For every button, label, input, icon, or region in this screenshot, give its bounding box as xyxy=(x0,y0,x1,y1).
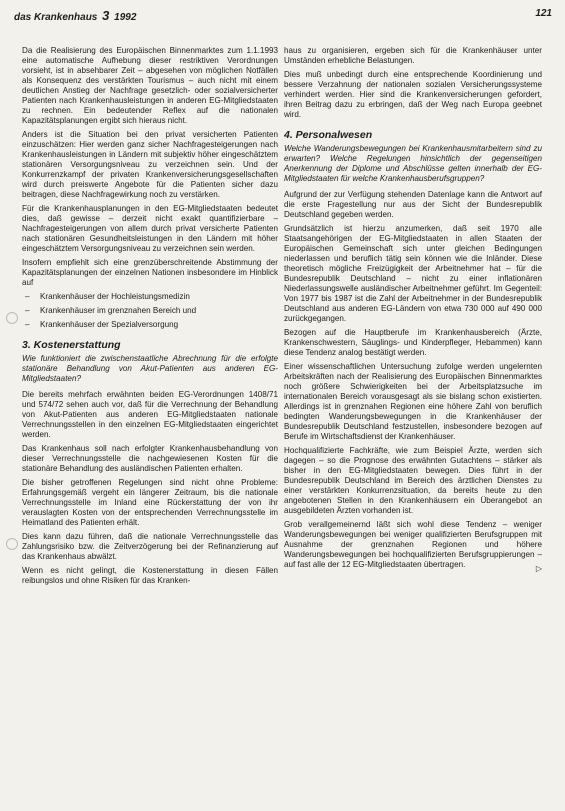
paragraph: Grundsätzlich ist hierzu anzumerken, daß seit 1970 alle Staatsangehörigen der EG-Mitgliedstaaten in allen Staaten der Europäischen Gemeinschaft sich unter gleichen Bedingungen niederlassen und beruflich tätig sein können wie die Inländer. Diese theoretisch mögliche Freizügigkeit der Arbeitnehmer hat – für die Bundesrepublik Deutschland – nicht zu einer inflationären Niederlassungswelle ausländischer Arbeitnehmer geführt. Im Gegenteil: Von 1977 bis 1987 ist die Zahl der Arbeitnehmer in der Bundesrepublik Deutschland aus anderen EG-Ländern von etwa 730 000 auf 490 000 zurückgegangen. xyxy=(284,224,542,323)
paragraph: Die bereits mehrfach erwähnten beiden EG-Verordnungen 1408/71 und 574/72 sehen auch vor, daß für die Verrechnung der Behandlung von Akut-Patienten aus anderen EG-Mitgliedstaaten nationale Verrechnungsstellen in den einzelnen EG-Mitgliedstaaten eingerichtet werden. xyxy=(22,390,278,439)
paragraph: Die bisher getroffenen Regelungen sind nicht ohne Probleme: Erfahrungsgemäß vergeht ein längerer Zeitraum, bis die nationale Verrechnungsstelle im Inland eine Rückerstattung der von ihr verauslagten Kosten von der entsprechenden Verrechnungsstelle im Heimatland des Patienten erhält. xyxy=(22,478,278,527)
issue-number: 3 xyxy=(102,8,110,23)
left-column xyxy=(22,46,278,590)
paragraph: Einer wissenschaftlichen Untersuchung zufolge werden ungelernten Arbeitskräften nach der Realisierung des Europäischen Binnenmarktes noch größere Schwierigkeiten bei der Arbeitsplatzsuche im internationalen Bereich vorausgesagt als sie bislang schon existierten. Allerdings ist in grenznahen Regionen eine höhere Zahl von beruflich bedingten Wanderungsbewegungen in die Krankenhäuser der Bundesrepublik Deutschland festzustellen, insbesondere bezogen auf Berufe im Wirtschaftsdienst der Krankenhäuser. xyxy=(284,362,542,441)
bullet-list xyxy=(22,292,278,330)
page-number: 121 xyxy=(535,8,552,19)
paragraph: Anders ist die Situation bei den privat versicherten Patienten einzuschätzen: Hier werden ganz sicher Nachfragesteigerungen nach Krankenhausleistungen in Ländern mit subjektiv höher eingeschätztem stationären Versorgungsniveau zu verzeichnen sein. Und der Konkurrenzkampf der privaten Krankenversicherungsgesellschaften wird durch preiswerte Angebote für die Patienten sicher dazu beitragen, diese Nachfragewirkung noch zu verstärken. xyxy=(22,130,278,199)
paragraph: Bezogen auf die Hauptberufe im Krankenhausbereich (Ärzte, Krankenschwestern, Säuglings- und Kinderpfleger, Hebammen) kann diese Tendenz analog bestätigt werden. xyxy=(284,328,542,357)
paragraph: Dies kann dazu führen, daß die nationale Verrechnungsstelle das Zahlungsrisiko bzw. die Zeitverzögerung bei der Refinanzierung auf das Krankenhaus abwälzt. xyxy=(22,532,278,561)
journal-title: das Krankenhaus xyxy=(14,12,98,23)
section-lead-question: Welche Wanderungsbewegungen bei Krankenhausmitarbeitern sind zu erwarten? Welche Regelungen hinsichtlich der gegenseitigen Anerkennung der Diplome und Abschlüsse gelten innerhalb der EG-Mitgliedstaaten für welche Krankenhausberufsgruppen? xyxy=(284,144,542,183)
right-column xyxy=(284,46,542,574)
page-header xyxy=(14,6,552,22)
paragraph: Da die Realisierung des Europäischen Binnenmarktes zum 1.1.1993 eine automatische Aufhebung dieser restriktiven Verordnungen vorsieht, ist in absehbarer Zeit – abgesehen von möglichen Notfällen als Konsequenz des verstärkten Tourismus – auch nicht mit einem deutlichen Anstieg der Nachfrage gesetzlich- oder sozialversicherter Patienten nach Krankenhausleistungen in anderen EG-Mitgliedstaaten zu rechnen. Ein bedeutender Reflex auf die nationalen Kapazitätsplanungen ergibt sich hieraus nicht. xyxy=(22,46,278,125)
section-heading: 4. Personalwesen xyxy=(284,129,373,141)
paragraph: Insofern empfiehlt sich eine grenzüberschreitende Abstimmung der Kapazitätsplanungen der einzelnen Nationen insbesondere im Hinblick auf xyxy=(22,258,278,287)
running-head xyxy=(14,8,136,23)
punch-hole xyxy=(6,538,18,550)
list-item: – Krankenhäuser im grenznahen Bereich und xyxy=(22,306,278,316)
punch-hole xyxy=(6,312,18,324)
paragraph: Für die Krankenhausplanungen in den EG-Mitgliedstaaten bedeutet dies, daß gewisse – derzeit nicht exakt quantifizierbare – Nachfragesteigerungen von allem durch privat versicherte Patienten nach stationären Gesundheitsleistungen in den Ländern mit höher eingeschätztem Versorgungsniveau zu verzeichnen sein werden. xyxy=(22,204,278,253)
paragraph: Wenn es nicht gelingt, die Kostenerstattung in diesen Fällen reibungslos und ohne Risiken für das Kranken- xyxy=(22,566,278,585)
paragraph: Hochqualifizierte Fachkräfte, wie zum Beispiel Ärzte, werden sich dagegen – so die Prognose des erwähnten Gutachtens – stärker als bisher in den EG-Mitgliedstaaten bewegen. Dies führt in der Bundesrepublik Deutschland im Bereich des ärztlichen Dienstes zu einer verstärkten Konkurrenzsituation, da bereits heute zu den angebotenen Stellen in den Krankenhäusern ein Überangebot an ausgebildeten Ärzten vorhanden ist. xyxy=(284,446,542,515)
paragraph: Das Krankenhaus soll nach erfolgter Krankenhausbehandlung von dieser Verrechnungsstelle die nachgewiesenen Kosten für die stationäre Behandlung des ausländischen Patienten erhalten. xyxy=(22,444,278,473)
paragraph: haus zu organisieren, ergeben sich für die Krankenhäuser unter Umständen erhebliche Belastungen. xyxy=(284,46,542,65)
section-heading: 3. Kostenerstattung xyxy=(22,339,121,351)
issue-year: 1992 xyxy=(114,12,137,23)
continue-arrow-icon: ▷ xyxy=(535,564,542,573)
paragraph: Aufgrund der zur Verfügung stehenden Datenlage kann die Antwort auf die erste Fragestellung nur aus der Sicht der Bundesrepublik Deutschland gegeben werden. xyxy=(284,190,542,219)
list-item: – Krankenhäuser der Hochleistungsmedizin xyxy=(22,292,278,302)
list-item: – Krankenhäuser der Spezialversorgung xyxy=(22,320,278,330)
section-lead-question: Wie funktioniert die zwischenstaatliche Abrechnung für die erfolgte stationäre Behandlung von Akut-Patienten aus anderen EG-Mitgliedstaaten? xyxy=(22,354,278,383)
paragraph: Grob verallgemeinernd läßt sich wohl diese Tendenz – weniger Wanderungsbewegungen bei weniger qualifizierten Berufsgruppen mit Ausnahme der grenznahen Regionen und höhere Wanderungsbewegungen bei hochqualifizierten Berufsgruppierungen – auf fast alle der 12 EG-Mitgliedstaaten übertragen. xyxy=(284,520,542,569)
paragraph: Dies muß unbedingt durch eine entsprechende Koordinierung und bessere Verzahnung der nationalen sozialen Versicherungssysteme verhindert werden. Hier sind die Krankenversicherungen gefordert, ihren Beitrag dazu zu erbringen, daß der Weg nach Europa geebnet wird. xyxy=(284,70,542,119)
